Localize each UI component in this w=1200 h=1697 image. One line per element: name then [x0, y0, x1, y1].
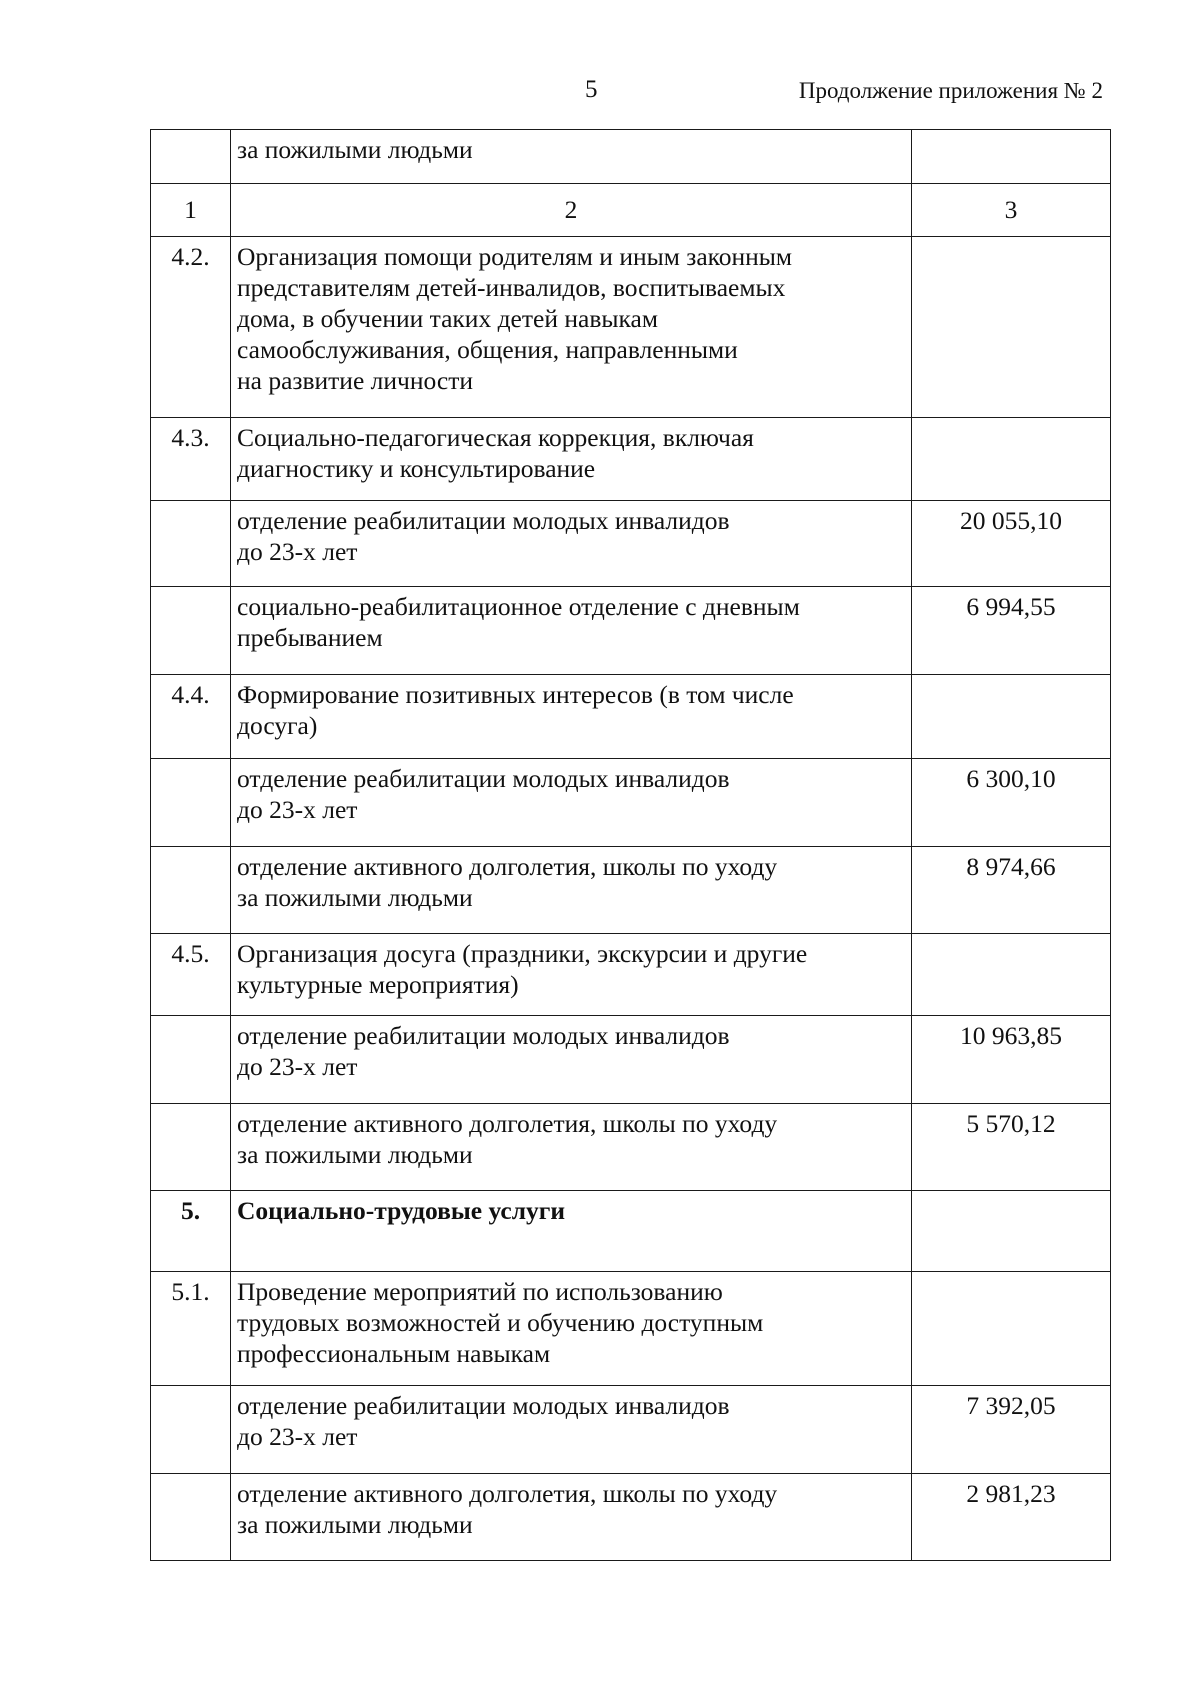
service-value: 20 055,10 [912, 501, 1111, 587]
row-number: 4.2. [151, 237, 231, 418]
service-value [912, 418, 1111, 501]
table-row [151, 1272, 1111, 1386]
service-value [912, 1272, 1111, 1386]
service-value: 8 974,66 [912, 847, 1111, 934]
column-number-row [151, 184, 1111, 237]
row-number [151, 759, 231, 847]
table-row [151, 675, 1111, 759]
table-row [151, 501, 1111, 587]
service-value: 6 994,55 [912, 587, 1111, 675]
row-number [151, 1016, 231, 1104]
table-row [151, 847, 1111, 934]
table-row [151, 1474, 1111, 1561]
continuation-label: Продолжение приложения № 2 [798, 78, 1103, 103]
column-number-1: 1 [151, 184, 231, 237]
table-row-section [151, 1191, 1111, 1272]
row-number: 5. [151, 1191, 231, 1272]
service-name: отделение реабилитации молодых инвалидов до 23-х лет [231, 1386, 912, 1474]
service-value: 5 570,12 [912, 1104, 1111, 1191]
service-name: отделение реабилитации молодых инвалидов до 23-х лет [231, 759, 912, 847]
service-value: 7 392,05 [912, 1386, 1111, 1474]
column-number-2: 2 [231, 184, 912, 237]
service-name: отделение активного долголетия, школы по уходу за пожилыми людьми [231, 1474, 912, 1561]
row-number: 4.5. [151, 934, 231, 1016]
service-name: отделение реабилитации молодых инвалидов до 23-х лет [231, 1016, 912, 1104]
row-number [151, 587, 231, 675]
service-name: отделение реабилитации молодых инвалидов до 23-х лет [231, 501, 912, 587]
section-title: Социально-трудовые услуги [231, 1191, 912, 1272]
table-row [151, 1386, 1111, 1474]
service-name: социально-реабилитационное отделение с дневным пребыванием [231, 587, 912, 675]
row-number: 5.1. [151, 1272, 231, 1386]
service-name: Организация помощи родителям и иным законным представителям детей-инвалидов, воспитываемых дома, в обучении таких детей навыкам самообслуживания, общения, направленными на развитие личности [231, 237, 912, 418]
service-name: отделение активного долголетия, школы по уходу за пожилыми людьми [231, 1104, 912, 1191]
service-value: 2 981,23 [912, 1474, 1111, 1561]
row-number [151, 501, 231, 587]
row-number [151, 1386, 231, 1474]
service-value: 6 300,10 [912, 759, 1111, 847]
service-value [912, 237, 1111, 418]
service-value [912, 130, 1111, 184]
row-number: 4.3. [151, 418, 231, 501]
service-name: Формирование позитивных интересов (в том числе досуга) [231, 675, 912, 759]
row-number: 4.4. [151, 675, 231, 759]
service-value: 10 963,85 [912, 1016, 1111, 1104]
table-row [151, 237, 1111, 418]
row-number [151, 130, 231, 184]
row-number [151, 1474, 231, 1561]
service-name: Организация досуга (праздники, экскурсии и другие культурные мероприятия) [231, 934, 912, 1016]
column-number-3: 3 [912, 184, 1111, 237]
service-value [912, 1191, 1111, 1272]
tariff-table [150, 129, 1111, 1561]
service-name: Социально-педагогическая коррекция, включая диагностику и консультирование [231, 418, 912, 501]
row-number [151, 1104, 231, 1191]
table-row-continued [151, 130, 1111, 184]
service-name: Проведение мероприятий по использованию трудовых возможностей и обучению доступным профессиональным навыкам [231, 1272, 912, 1386]
table-row [151, 1016, 1111, 1104]
table-row [151, 759, 1111, 847]
row-number [151, 847, 231, 934]
table-row [151, 934, 1111, 1016]
service-name: отделение активного долголетия, школы по уходу за пожилыми людьми [231, 847, 912, 934]
service-name: за пожилыми людьми [231, 130, 912, 184]
page-number: 5 [585, 76, 598, 103]
service-value [912, 675, 1111, 759]
table-row [151, 587, 1111, 675]
table-row [151, 1104, 1111, 1191]
service-value [912, 934, 1111, 1016]
table-row [151, 418, 1111, 501]
